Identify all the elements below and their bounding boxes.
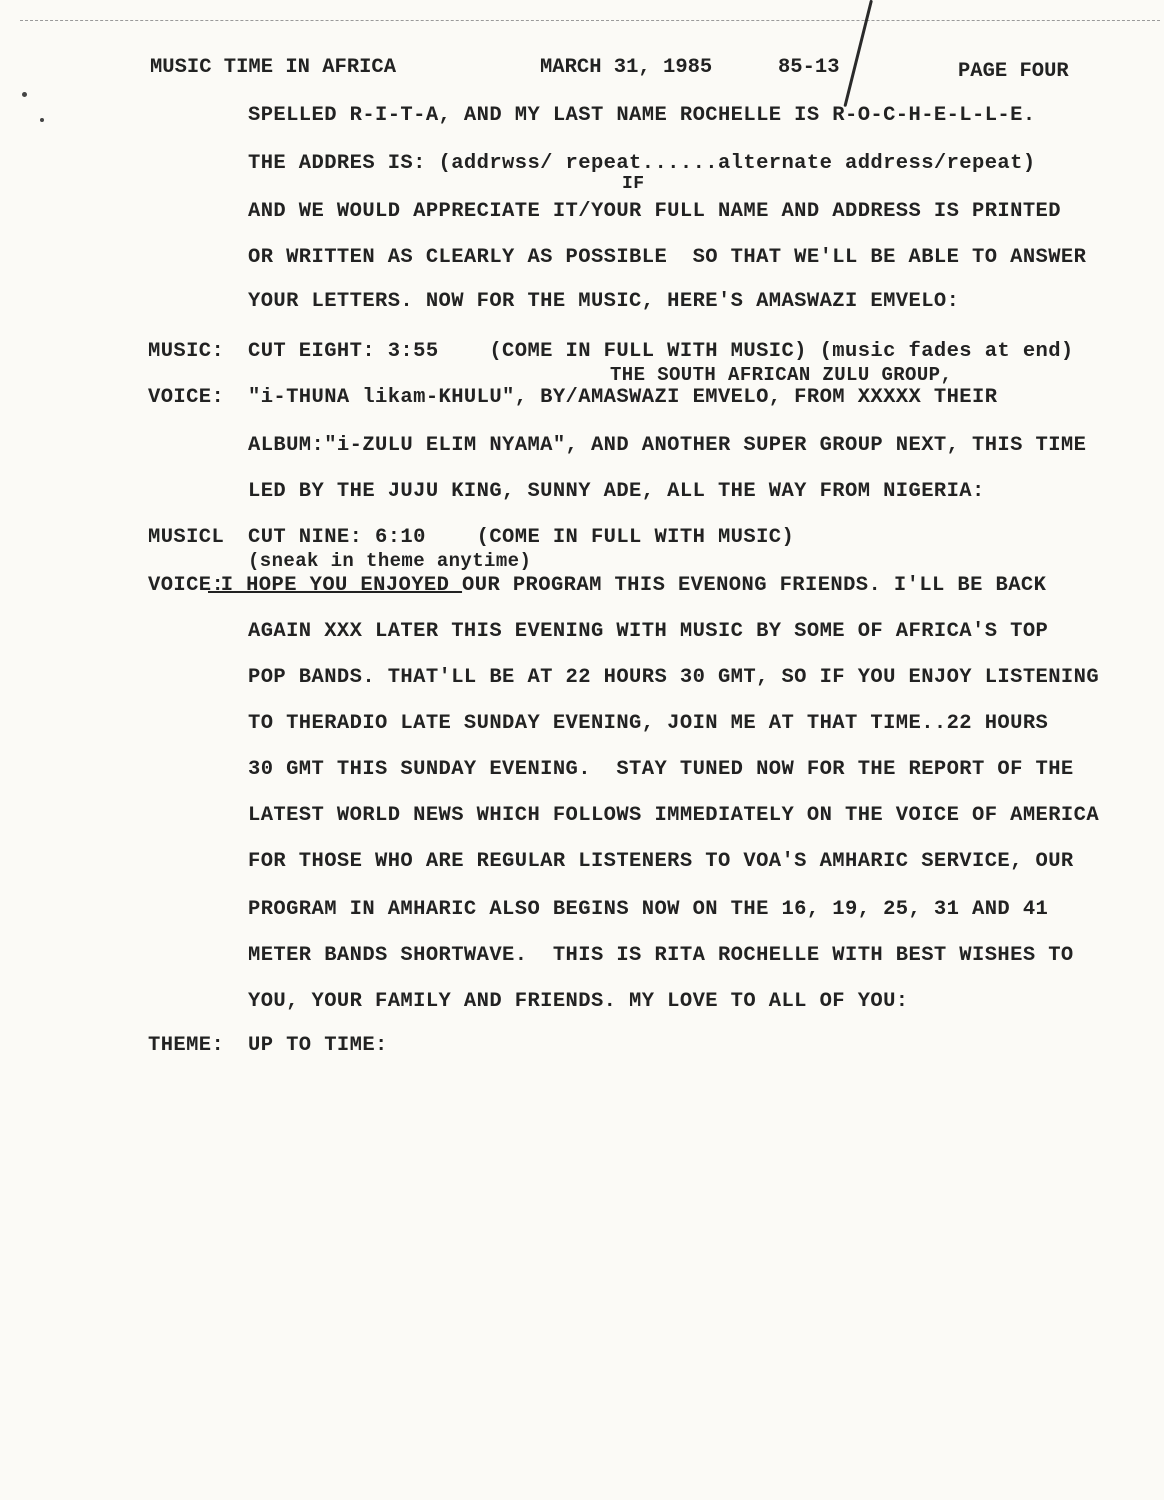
text-line: OR WRITTEN AS CLEARLY AS POSSIBLE SO THAT WE'LL BE ABLE TO ANSWER [248,246,1087,269]
cue-label-voice: VOICE: [148,386,225,409]
text-line: THE ADDRES IS: (addrwss/ repeat......alternate address/repeat) [248,152,1036,175]
typed-note: (sneak in theme anytime) [248,550,532,572]
text-line: YOU, YOUR FAMILY AND FRIENDS. MY LOVE TO ALL OF YOU: [248,990,909,1013]
text-line: LATEST WORLD NEWS WHICH FOLLOWS IMMEDIATELY ON THE VOICE OF AMERICA [248,804,1100,827]
text-line: AND WE WOULD APPRECIATE IT/YOUR FULL NAME AND ADDRESS IS PRINTED [248,200,1061,223]
text-line: AGAIN XXX LATER THIS EVENING WITH MUSIC BY SOME OF AFRICA'S TOP [248,620,1049,643]
underlined-text: I HOPE YOU ENJOYED [208,574,463,597]
text-line: PROGRAM IN AMHARIC ALSO BEGINS NOW ON THE 16, 19, 25, 31 AND 41 [248,898,1049,921]
program-title: MUSIC TIME IN AFRICA [150,56,397,79]
text-line: 30 GMT THIS SUNDAY EVENING. STAY TUNED NOW FOR THE REPORT OF THE [248,758,1074,781]
text-line: SPELLED R-I-T-A, AND MY LAST NAME ROCHELLE IS R-O-C-H-E-L-L-E. [248,104,1036,127]
text-line: POP BANDS. THAT'LL BE AT 22 HOURS 30 GMT, SO IF YOU ENJOY LISTENING [248,666,1100,689]
handwritten-insert: IF [622,174,645,194]
text-line [208,574,1046,597]
cue-label-music: MUSIC: [148,340,225,363]
text-line: UP TO TIME: [248,1034,388,1057]
text-line: YOUR LETTERS. NOW FOR THE MUSIC, HERE'S AMASWAZI EMVELO: [248,290,960,313]
text-line: TO THERADIO LATE SUNDAY EVENING, JOIN ME AT THAT TIME..22 HOURS [248,712,1049,735]
text-line: CUT EIGHT: 3:55 (COME IN FULL WITH MUSIC) (music fades at end) [248,340,1074,363]
text-line: METER BANDS SHORTWAVE. THIS IS RITA ROCHELLE WITH BEST WISHES TO [248,944,1074,967]
pen-mark [843,0,873,107]
typed-insert: THE SOUTH AFRICAN ZULU GROUP, [610,364,953,386]
cue-label-voice: VOICE: [148,574,225,597]
text-span: OUR PROGRAM THIS EVENONG FRIENDS. I'LL BE BACK [462,574,1047,597]
page-number: PAGE FOUR [958,60,1069,83]
text-line: CUT NINE: 6:10 (COME IN FULL WITH MUSIC) [248,526,795,549]
page-fold-line [20,20,1160,21]
script-date: MARCH 31, 1985 [540,56,713,79]
script-number: 85-13 [778,56,840,79]
text-line: LED BY THE JUJU KING, SUNNY ADE, ALL THE WAY FROM NIGERIA: [248,480,985,503]
cue-label-theme: THEME: [148,1034,225,1057]
cue-label-music: MUSICL [148,526,225,549]
text-line: "i-THUNA likam-KHULU", BY/AMASWAZI EMVELO, FROM XXXXX THEIR [248,386,998,409]
text-line: ALBUM:"i-ZULU ELIM NYAMA", AND ANOTHER SUPER GROUP NEXT, THIS TIME [248,434,1087,457]
ink-speck [40,118,44,122]
ink-speck [22,92,27,97]
text-line: FOR THOSE WHO ARE REGULAR LISTENERS TO VOA'S AMHARIC SERVICE, OUR [248,850,1074,873]
